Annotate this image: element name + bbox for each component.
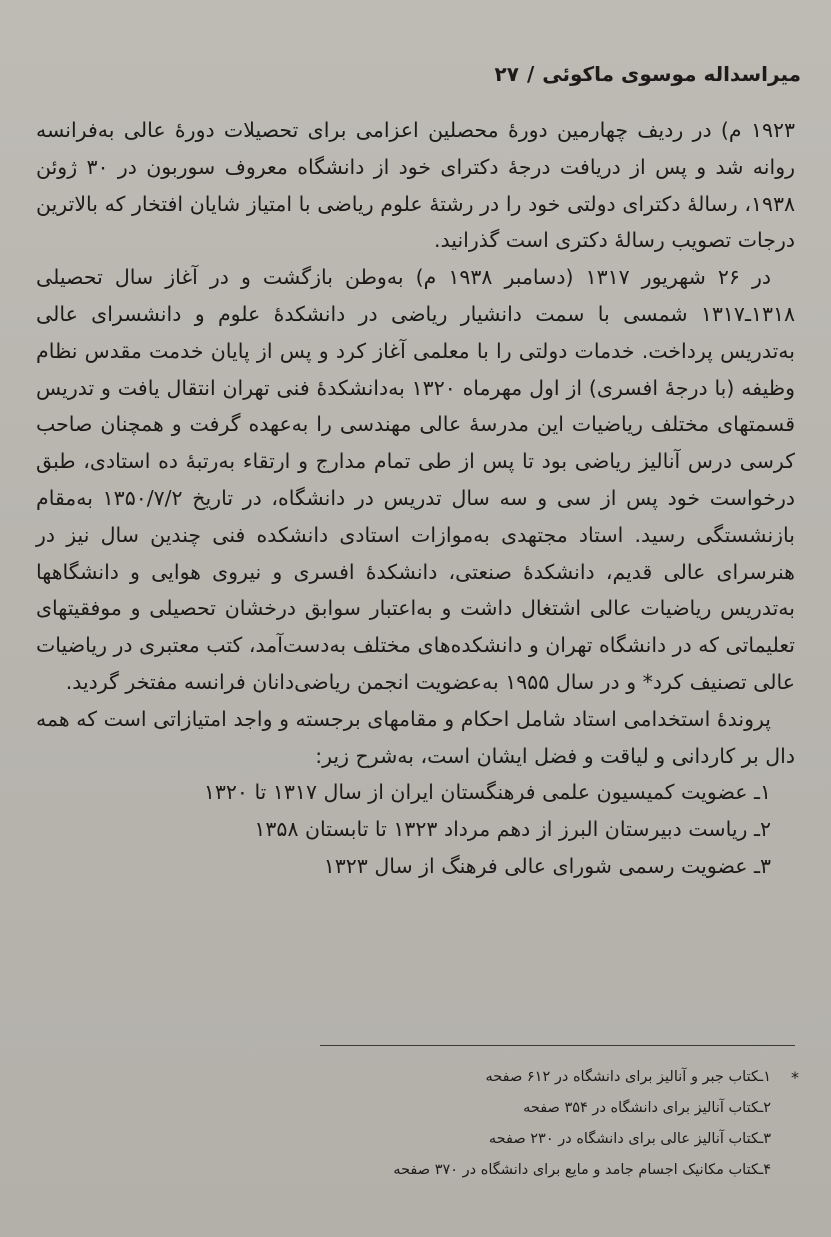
footnote-item: ۴ـکتاب مکانیک اجسام جامد و مایع برای دانشگاه در ۳۷۰ صفحه [393,1162,771,1178]
footnotes [36,1062,799,1186]
list-item: ۲ـ ریاست دبیرستان البرز از دهم مرداد ۱۳۲۳ تا تابستان ۱۳۵۸ [254,817,771,842]
footnote-marker: * [791,1068,799,1087]
page-number: ۲۷ [494,62,519,86]
running-header [30,62,801,92]
positions-list [36,774,795,884]
list-item: ۱ـ عضویت کمیسیون علمی فرهنگستان ایران از سال ۱۳۱۷ تا ۱۳۲۰ [203,780,771,805]
paragraph-1: ۱۹۲۳ م) در ردیف چهارمین دورهٔ محصلین اعزامی برای تحصیلات دورهٔ عالی به‌فرانسه روانه شد و پس از دریافت درجهٔ دکترای خود از دانشگاه معروف سوربون در ۳۰ ژوئن ۱۹۳۸، رسالهٔ دکترای دولتی خود را در رشتهٔ علوم ریاضی با امتیاز شایان افتخار که بالاترین درجات تصویب رسالهٔ دکتری است گذرانید. [36,118,795,253]
paragraph-3: پروندهٔ استخدامی استاد شامل احکام و مقامهای برجسته و واجد امتیازاتی است که همه دال بر کاردانی و لیاقت و فضل ایشان است، به‌شرح زیر: [36,706,795,768]
paragraph-2: در ۲۶ شهریور ۱۳۱۷ (دسامبر ۱۹۳۸ م) به‌وطن بازگشت و در آغاز سال تحصیلی ۱۳۱۸ـ۱۳۱۷ شمسی با سمت دانشیار ریاضی در دانشکدهٔ علوم و دانشسرای عالی به‌تدریس پرداخت. خدمات دولتی را با معلمی آغاز کرد و پس از پایان خدمت مقدس نظام وظیفه (با درجهٔ افسری) از اول مهرماه ۱۳۲۰ به‌دانشکدهٔ فنی تهران انتقال یافت و تدریس قسمتهای مختلف ریاضیات این مدرسهٔ عالی مهندسی را به‌عهده گرفت و همچنان صاحب کرسی درس آنالیز ریاضی بود تا پس از طی تمام مدارج و ارتقاء به‌رتبهٔ ده استادی، طبق درخواست خود پس از سی و سه سال تدریس در دانشگاه، در تاریخ ۱۳۵۰/۷/۲ به‌مقام بازنشستگی رسید. استاد مجتهدی به‌موازات استادی دانشکده فنی چندین سال نیز در هنرسرای عالی قدیم، دانشکدهٔ صنعتی، دانشکدهٔ افسری و نیروی هوایی و دانشگاهها به‌تدریس ریاضیات عالی اشتغال داشت و به‌اعتبار سوابق درخشان تحصیلی و موفقیتهای تعلیماتی که در دانشگاه تهران و دانشکده‌های مختلف به‌دست‌آمد، کتب معتبری در ریاضیات عالی تصنیف کرد* و در سال ۱۹۵۵ به‌عضویت انجمن ریاضی‌دانان فرانسه مفتخر گردید. [36,265,796,694]
footnote-item: ۲ـکتاب آنالیز برای دانشگاه در ۳۵۴ صفحه [523,1100,771,1116]
list-item: ۳ـ عضویت رسمی شورای عالی فرهنگ از سال ۱۳۲۳ [323,853,771,878]
footnote-item: ۳ـکتاب آنالیز عالی برای دانشگاه در ۲۳۰ صفحه [488,1131,771,1147]
running-title: میراسداله موسوی ماکوئی [542,62,801,86]
footnote-item: ۱ـکتاب جبر و آنالیز برای دانشگاه در ۶۱۲ صفحه [485,1069,771,1085]
header-separator: / [526,62,535,86]
main-text [36,112,795,885]
footnote-divider [320,1045,795,1046]
